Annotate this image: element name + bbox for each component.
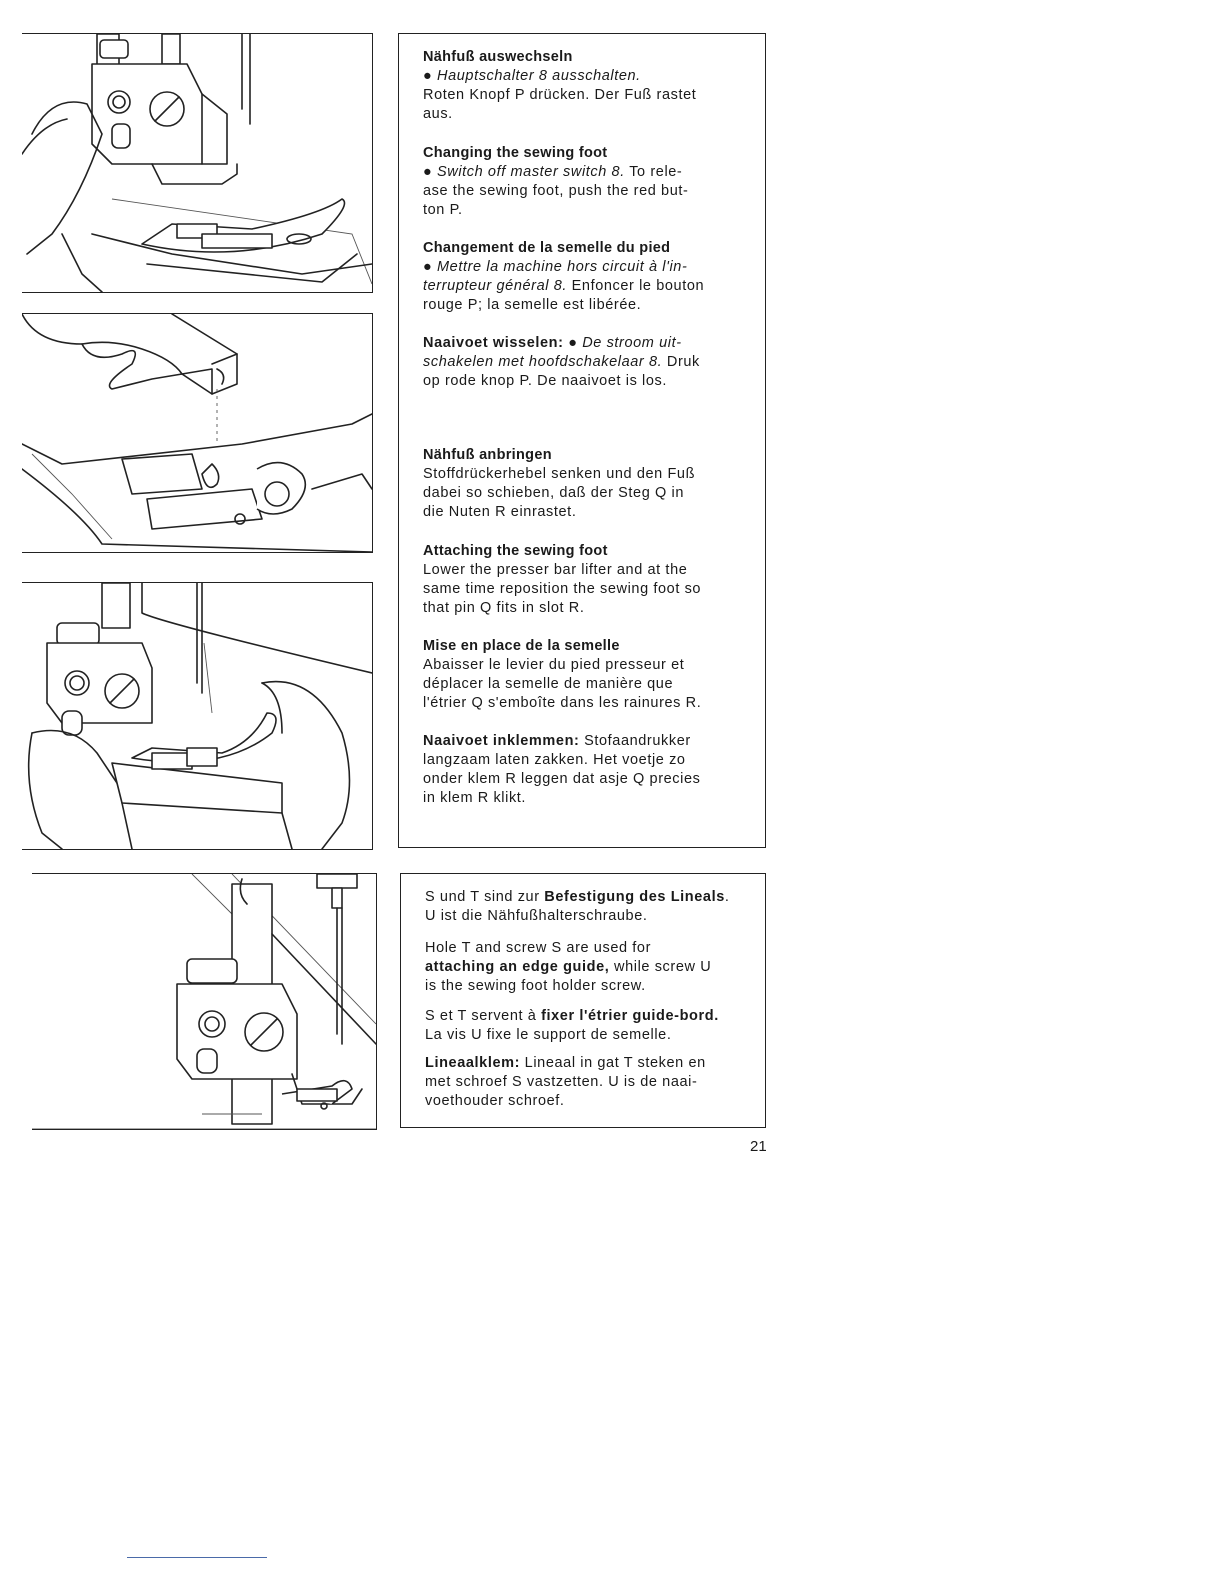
nl-guide-line3: voethouder schroef.: [425, 1093, 565, 1109]
bullet-icon: ●: [423, 68, 433, 84]
section-de-remove: [423, 48, 751, 124]
fr-guide-bold: fixer l'étrier guide-bord.: [541, 1008, 719, 1024]
en-attach-line3: that pin Q fits in slot R.: [423, 600, 585, 616]
en-guide-line3: is the sewing foot holder screw.: [425, 978, 646, 994]
heading-de-attach: Nähfuß anbringen: [423, 447, 552, 463]
section-fr-guide: [425, 1007, 757, 1045]
footer-rule: [127, 1557, 267, 1558]
bullet-icon: ●: [423, 164, 433, 180]
heading-nl-remove: Naaivoet wisselen:: [423, 335, 564, 351]
section-nl-guide: [425, 1054, 751, 1111]
fr-attach-line2: déplacer la semelle de manière que: [423, 676, 674, 692]
section-de-guide: [425, 888, 757, 926]
section-en-attach: [423, 542, 751, 618]
section-de-attach: [423, 446, 751, 522]
nl-attach-line3: onder klem R leggen dat asje Q precies: [423, 771, 701, 787]
figure-remove-foot: [22, 33, 373, 293]
fr-remove-italic2: terrupteur général 8.: [423, 278, 567, 294]
de-remove-line3: aus.: [423, 106, 453, 122]
en-remove-italic: Switch off master switch 8.: [437, 164, 625, 180]
nl-remove-italic1: De stroom uit-: [582, 335, 682, 351]
en-guide-bold: attaching an edge guide,: [425, 959, 610, 975]
de-guide-bold: Befestigung des Lineals: [544, 889, 725, 905]
heading-nl-attach: Naaivoet inklemmen:: [423, 733, 580, 749]
de-remove-italic: Hauptschalter 8 ausschalten.: [437, 68, 641, 84]
section-nl-remove: [423, 334, 751, 391]
section-fr-attach: [423, 637, 751, 713]
figure-foot-holder-screw: [32, 873, 377, 1130]
heading-fr-remove: Changement de la semelle du pied: [423, 240, 671, 256]
nl-remove-line3: op rode knop P. De naaivoet is los.: [423, 373, 668, 389]
fr-remove-rest: Enfoncer le bouton: [567, 278, 705, 294]
nl-guide-rest: Lineaal in gat T steken en: [520, 1055, 706, 1071]
de-guide-line2: U ist die Nähfußhalterschraube.: [425, 908, 648, 924]
fr-guide-pre: S et T servent à: [425, 1008, 542, 1024]
fr-guide-line2: La vis U fixe le support de semelle.: [425, 1027, 672, 1043]
remove-foot-illustration: [22, 34, 372, 292]
en-remove-rest: To rele-: [624, 164, 683, 180]
en-attach-line1: Lower the presser bar lifter and at the: [423, 562, 688, 578]
de-remove-line2: Roten Knopf P drücken. Der Fuß rastet: [423, 87, 697, 103]
text-box-sewing-foot: [398, 33, 766, 848]
nl-attach-line2: langzaam laten zakken. Het voetje zo: [423, 752, 686, 768]
foot-holder-screw-illustration: [32, 874, 376, 1129]
fr-attach-line3: l'étrier Q s'emboîte dans les rainures R.: [423, 695, 702, 711]
bullet-icon: ●: [568, 335, 578, 351]
section-en-remove: [423, 144, 751, 220]
figure-foot-sole: [22, 313, 373, 553]
nl-guide-line2: met schroef S vastzetten. U is de naai-: [425, 1074, 698, 1090]
nl-remove-rest: Druk: [662, 354, 700, 370]
section-fr-remove: [423, 239, 751, 315]
de-attach-line2: dabei so schieben, daß der Steg Q in: [423, 485, 684, 501]
section-nl-attach: [423, 732, 751, 808]
attach-foot-illustration: [22, 583, 372, 849]
en-guide-post: while screw U: [609, 959, 712, 975]
heading-de-remove: Nähfuß auswechseln: [423, 49, 573, 65]
en-guide-line1: Hole T and screw S are used for: [425, 940, 652, 956]
heading-en-remove: Changing the sewing foot: [423, 145, 608, 161]
fr-remove-italic1: Mettre la machine hors circuit à l'in-: [437, 259, 688, 275]
en-remove-line2: ase the sewing foot, push the red but-: [423, 183, 689, 199]
text-box-edge-guide: [400, 873, 766, 1128]
de-attach-line1: Stoffdrückerhebel senken und den Fuß: [423, 466, 696, 482]
heading-en-attach: Attaching the sewing foot: [423, 543, 608, 559]
en-attach-line2: same time reposition the sewing foot so: [423, 581, 702, 597]
figure-attach-foot: [22, 582, 373, 850]
de-attach-line3: die Nuten R einrastet.: [423, 504, 577, 520]
page-number: 21: [750, 1138, 767, 1155]
nl-attach-rest: Stofaandrukker: [579, 733, 691, 749]
en-remove-line3: ton P.: [423, 202, 463, 218]
heading-fr-attach: Mise en place de la semelle: [423, 638, 620, 654]
de-guide-pre: S und T sind zur: [425, 889, 545, 905]
section-en-guide: [425, 939, 751, 996]
nl-guide-bold: Lineaalklem:: [425, 1055, 521, 1071]
foot-sole-illustration: [22, 314, 372, 552]
de-guide-post: .: [724, 889, 730, 905]
nl-remove-italic2: schakelen met hoofdschakelaar 8.: [423, 354, 663, 370]
fr-remove-line3: rouge P; la semelle est libérée.: [423, 297, 642, 313]
fr-attach-line1: Abaisser le levier du pied presseur et: [423, 657, 685, 673]
nl-attach-line4: in klem R klikt.: [423, 790, 527, 806]
bullet-icon: ●: [423, 259, 433, 275]
